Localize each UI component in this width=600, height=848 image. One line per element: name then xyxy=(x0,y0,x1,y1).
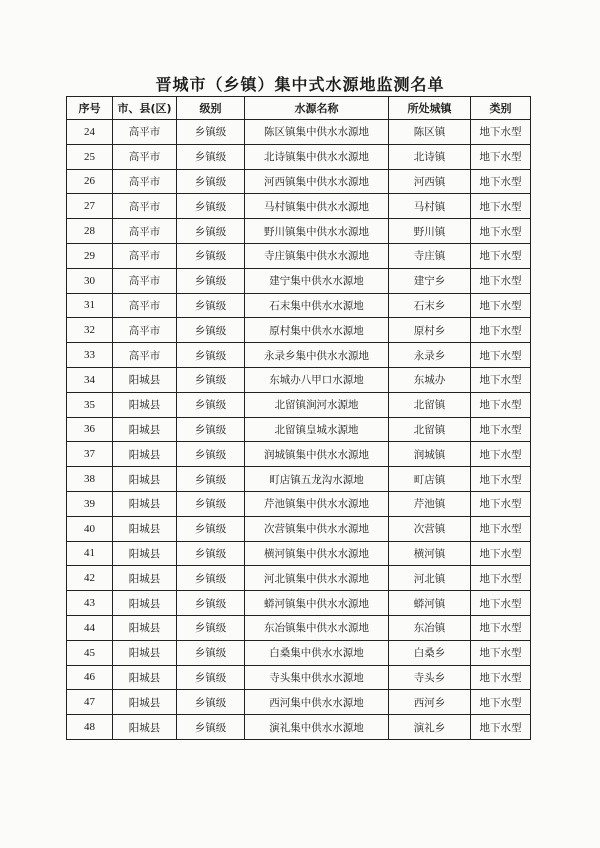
header-county: 市、县(区) xyxy=(113,97,177,120)
index-cell: 29 xyxy=(67,243,113,268)
index-cell: 26 xyxy=(67,169,113,194)
town-cell: 河北镇 xyxy=(389,566,471,591)
level-cell: 乡镇级 xyxy=(177,169,245,194)
table-row xyxy=(67,491,531,516)
index-cell: 31 xyxy=(67,293,113,318)
source-name-cell: 白桑集中供水水源地 xyxy=(245,640,389,665)
index-cell: 27 xyxy=(67,194,113,219)
table-row xyxy=(67,665,531,690)
source-name-cell: 建宁集中供水水源地 xyxy=(245,268,389,293)
index-cell: 24 xyxy=(67,120,113,145)
county-cell: 阳城县 xyxy=(113,541,177,566)
table-row xyxy=(67,591,531,616)
type-cell: 地下水型 xyxy=(471,715,531,740)
county-cell: 阳城县 xyxy=(113,392,177,417)
county-cell: 高平市 xyxy=(113,219,177,244)
town-cell: 东冶镇 xyxy=(389,615,471,640)
type-cell: 地下水型 xyxy=(471,144,531,169)
county-cell: 阳城县 xyxy=(113,690,177,715)
type-cell: 地下水型 xyxy=(471,665,531,690)
level-cell: 乡镇级 xyxy=(177,491,245,516)
source-name-cell: 河西镇集中供水水源地 xyxy=(245,169,389,194)
town-cell: 白桑乡 xyxy=(389,640,471,665)
county-cell: 阳城县 xyxy=(113,715,177,740)
table-row xyxy=(67,293,531,318)
source-name-cell: 原村集中供水水源地 xyxy=(245,318,389,343)
table-row xyxy=(67,690,531,715)
town-cell: 西河乡 xyxy=(389,690,471,715)
town-cell: 寺庄镇 xyxy=(389,243,471,268)
table-row xyxy=(67,615,531,640)
type-cell: 地下水型 xyxy=(471,343,531,368)
table-row xyxy=(67,243,531,268)
type-cell: 地下水型 xyxy=(471,318,531,343)
index-cell: 37 xyxy=(67,442,113,467)
county-cell: 高平市 xyxy=(113,169,177,194)
header-index: 序号 xyxy=(67,97,113,120)
index-cell: 28 xyxy=(67,219,113,244)
type-cell: 地下水型 xyxy=(471,243,531,268)
level-cell: 乡镇级 xyxy=(177,392,245,417)
county-cell: 阳城县 xyxy=(113,591,177,616)
type-cell: 地下水型 xyxy=(471,566,531,591)
index-cell: 33 xyxy=(67,343,113,368)
level-cell: 乡镇级 xyxy=(177,467,245,492)
level-cell: 乡镇级 xyxy=(177,120,245,145)
town-cell: 建宁乡 xyxy=(389,268,471,293)
county-cell: 阳城县 xyxy=(113,467,177,492)
source-name-cell: 河北镇集中供水水源地 xyxy=(245,566,389,591)
table-row xyxy=(67,442,531,467)
town-cell: 蟒河镇 xyxy=(389,591,471,616)
type-cell: 地下水型 xyxy=(471,442,531,467)
source-name-cell: 石末集中供水水源地 xyxy=(245,293,389,318)
source-name-cell: 马村镇集中供水水源地 xyxy=(245,194,389,219)
source-name-cell: 北留镇皇城水源地 xyxy=(245,417,389,442)
index-cell: 25 xyxy=(67,144,113,169)
town-cell: 原村乡 xyxy=(389,318,471,343)
index-cell: 47 xyxy=(67,690,113,715)
level-cell: 乡镇级 xyxy=(177,343,245,368)
town-cell: 石末乡 xyxy=(389,293,471,318)
index-cell: 45 xyxy=(67,640,113,665)
index-cell: 34 xyxy=(67,367,113,392)
town-cell: 北留镇 xyxy=(389,417,471,442)
index-cell: 43 xyxy=(67,591,113,616)
county-cell: 高平市 xyxy=(113,343,177,368)
county-cell: 阳城县 xyxy=(113,665,177,690)
source-name-cell: 横河镇集中供水水源地 xyxy=(245,541,389,566)
source-name-cell: 蟒河镇集中供水水源地 xyxy=(245,591,389,616)
index-cell: 36 xyxy=(67,417,113,442)
level-cell: 乡镇级 xyxy=(177,690,245,715)
table-row xyxy=(67,144,531,169)
table-row xyxy=(67,566,531,591)
table-row xyxy=(67,120,531,145)
county-cell: 阳城县 xyxy=(113,442,177,467)
town-cell: 陈区镇 xyxy=(389,120,471,145)
town-cell: 横河镇 xyxy=(389,541,471,566)
source-name-cell: 东城办八甲口水源地 xyxy=(245,367,389,392)
town-cell: 次营镇 xyxy=(389,516,471,541)
table-header-row xyxy=(67,97,531,120)
type-cell: 地下水型 xyxy=(471,169,531,194)
source-name-cell: 演礼集中供水水源地 xyxy=(245,715,389,740)
level-cell: 乡镇级 xyxy=(177,318,245,343)
county-cell: 高平市 xyxy=(113,144,177,169)
town-cell: 寺头乡 xyxy=(389,665,471,690)
type-cell: 地下水型 xyxy=(471,268,531,293)
county-cell: 阳城县 xyxy=(113,615,177,640)
source-name-cell: 西河集中供水水源地 xyxy=(245,690,389,715)
index-cell: 35 xyxy=(67,392,113,417)
county-cell: 高平市 xyxy=(113,194,177,219)
index-cell: 38 xyxy=(67,467,113,492)
type-cell: 地下水型 xyxy=(471,591,531,616)
level-cell: 乡镇级 xyxy=(177,367,245,392)
level-cell: 乡镇级 xyxy=(177,541,245,566)
town-cell: 马村镇 xyxy=(389,194,471,219)
type-cell: 地下水型 xyxy=(471,194,531,219)
source-name-cell: 北留镇涧河水源地 xyxy=(245,392,389,417)
table-row xyxy=(67,715,531,740)
county-cell: 高平市 xyxy=(113,293,177,318)
header-level: 级别 xyxy=(177,97,245,120)
level-cell: 乡镇级 xyxy=(177,566,245,591)
type-cell: 地下水型 xyxy=(471,417,531,442)
type-cell: 地下水型 xyxy=(471,690,531,715)
level-cell: 乡镇级 xyxy=(177,615,245,640)
level-cell: 乡镇级 xyxy=(177,516,245,541)
type-cell: 地下水型 xyxy=(471,516,531,541)
level-cell: 乡镇级 xyxy=(177,243,245,268)
table-row xyxy=(67,268,531,293)
level-cell: 乡镇级 xyxy=(177,665,245,690)
type-cell: 地下水型 xyxy=(471,615,531,640)
level-cell: 乡镇级 xyxy=(177,591,245,616)
town-cell: 北留镇 xyxy=(389,392,471,417)
index-cell: 48 xyxy=(67,715,113,740)
county-cell: 高平市 xyxy=(113,243,177,268)
source-name-cell: 芹池镇集中供水水源地 xyxy=(245,491,389,516)
level-cell: 乡镇级 xyxy=(177,417,245,442)
table-row xyxy=(67,343,531,368)
type-cell: 地下水型 xyxy=(471,392,531,417)
type-cell: 地下水型 xyxy=(471,541,531,566)
county-cell: 高平市 xyxy=(113,318,177,343)
type-cell: 地下水型 xyxy=(471,293,531,318)
county-cell: 阳城县 xyxy=(113,491,177,516)
table-row xyxy=(67,367,531,392)
level-cell: 乡镇级 xyxy=(177,293,245,318)
type-cell: 地下水型 xyxy=(471,120,531,145)
table-row xyxy=(67,169,531,194)
town-cell: 东城办 xyxy=(389,367,471,392)
table-row xyxy=(67,318,531,343)
document-title: 晋城市（乡镇）集中式水源地监测名单 xyxy=(155,75,445,94)
town-cell: 润城镇 xyxy=(389,442,471,467)
header-type: 类别 xyxy=(471,97,531,120)
index-cell: 30 xyxy=(67,268,113,293)
level-cell: 乡镇级 xyxy=(177,219,245,244)
type-cell: 地下水型 xyxy=(471,640,531,665)
source-name-cell: 寺头集中供水水源地 xyxy=(245,665,389,690)
table-row xyxy=(67,541,531,566)
level-cell: 乡镇级 xyxy=(177,144,245,169)
table-row xyxy=(67,417,531,442)
type-cell: 地下水型 xyxy=(471,219,531,244)
level-cell: 乡镇级 xyxy=(177,715,245,740)
town-cell: 永录乡 xyxy=(389,343,471,368)
index-cell: 44 xyxy=(67,615,113,640)
county-cell: 阳城县 xyxy=(113,566,177,591)
source-name-cell: 次营镇集中供水水源地 xyxy=(245,516,389,541)
county-cell: 阳城县 xyxy=(113,640,177,665)
source-name-cell: 寺庄镇集中供水水源地 xyxy=(245,243,389,268)
source-name-cell: 陈区镇集中供水水源地 xyxy=(245,120,389,145)
level-cell: 乡镇级 xyxy=(177,442,245,467)
level-cell: 乡镇级 xyxy=(177,194,245,219)
type-cell: 地下水型 xyxy=(471,491,531,516)
table-row xyxy=(67,194,531,219)
table-row xyxy=(67,516,531,541)
level-cell: 乡镇级 xyxy=(177,640,245,665)
index-cell: 46 xyxy=(67,665,113,690)
town-cell: 野川镇 xyxy=(389,219,471,244)
source-name-cell: 町店镇五龙沟水源地 xyxy=(245,467,389,492)
table-row xyxy=(67,467,531,492)
table-row xyxy=(67,640,531,665)
town-cell: 演礼乡 xyxy=(389,715,471,740)
index-cell: 40 xyxy=(67,516,113,541)
header-source-name: 水源名称 xyxy=(245,97,389,120)
source-name-cell: 永录乡集中供水水源地 xyxy=(245,343,389,368)
town-cell: 河西镇 xyxy=(389,169,471,194)
source-name-cell: 润城镇集中供水水源地 xyxy=(245,442,389,467)
town-cell: 芹池镇 xyxy=(389,491,471,516)
county-cell: 阳城县 xyxy=(113,516,177,541)
source-name-cell: 东冶镇集中供水水源地 xyxy=(245,615,389,640)
town-cell: 北诗镇 xyxy=(389,144,471,169)
index-cell: 32 xyxy=(67,318,113,343)
table-row xyxy=(67,219,531,244)
index-cell: 39 xyxy=(67,491,113,516)
town-cell: 町店镇 xyxy=(389,467,471,492)
table-row xyxy=(67,392,531,417)
type-cell: 地下水型 xyxy=(471,467,531,492)
water-source-table xyxy=(66,96,531,740)
county-cell: 阳城县 xyxy=(113,417,177,442)
level-cell: 乡镇级 xyxy=(177,268,245,293)
county-cell: 高平市 xyxy=(113,268,177,293)
source-name-cell: 野川镇集中供水水源地 xyxy=(245,219,389,244)
type-cell: 地下水型 xyxy=(471,367,531,392)
header-town: 所处城镇 xyxy=(389,97,471,120)
source-name-cell: 北诗镇集中供水水源地 xyxy=(245,144,389,169)
index-cell: 41 xyxy=(67,541,113,566)
county-cell: 阳城县 xyxy=(113,367,177,392)
index-cell: 42 xyxy=(67,566,113,591)
county-cell: 高平市 xyxy=(113,120,177,145)
